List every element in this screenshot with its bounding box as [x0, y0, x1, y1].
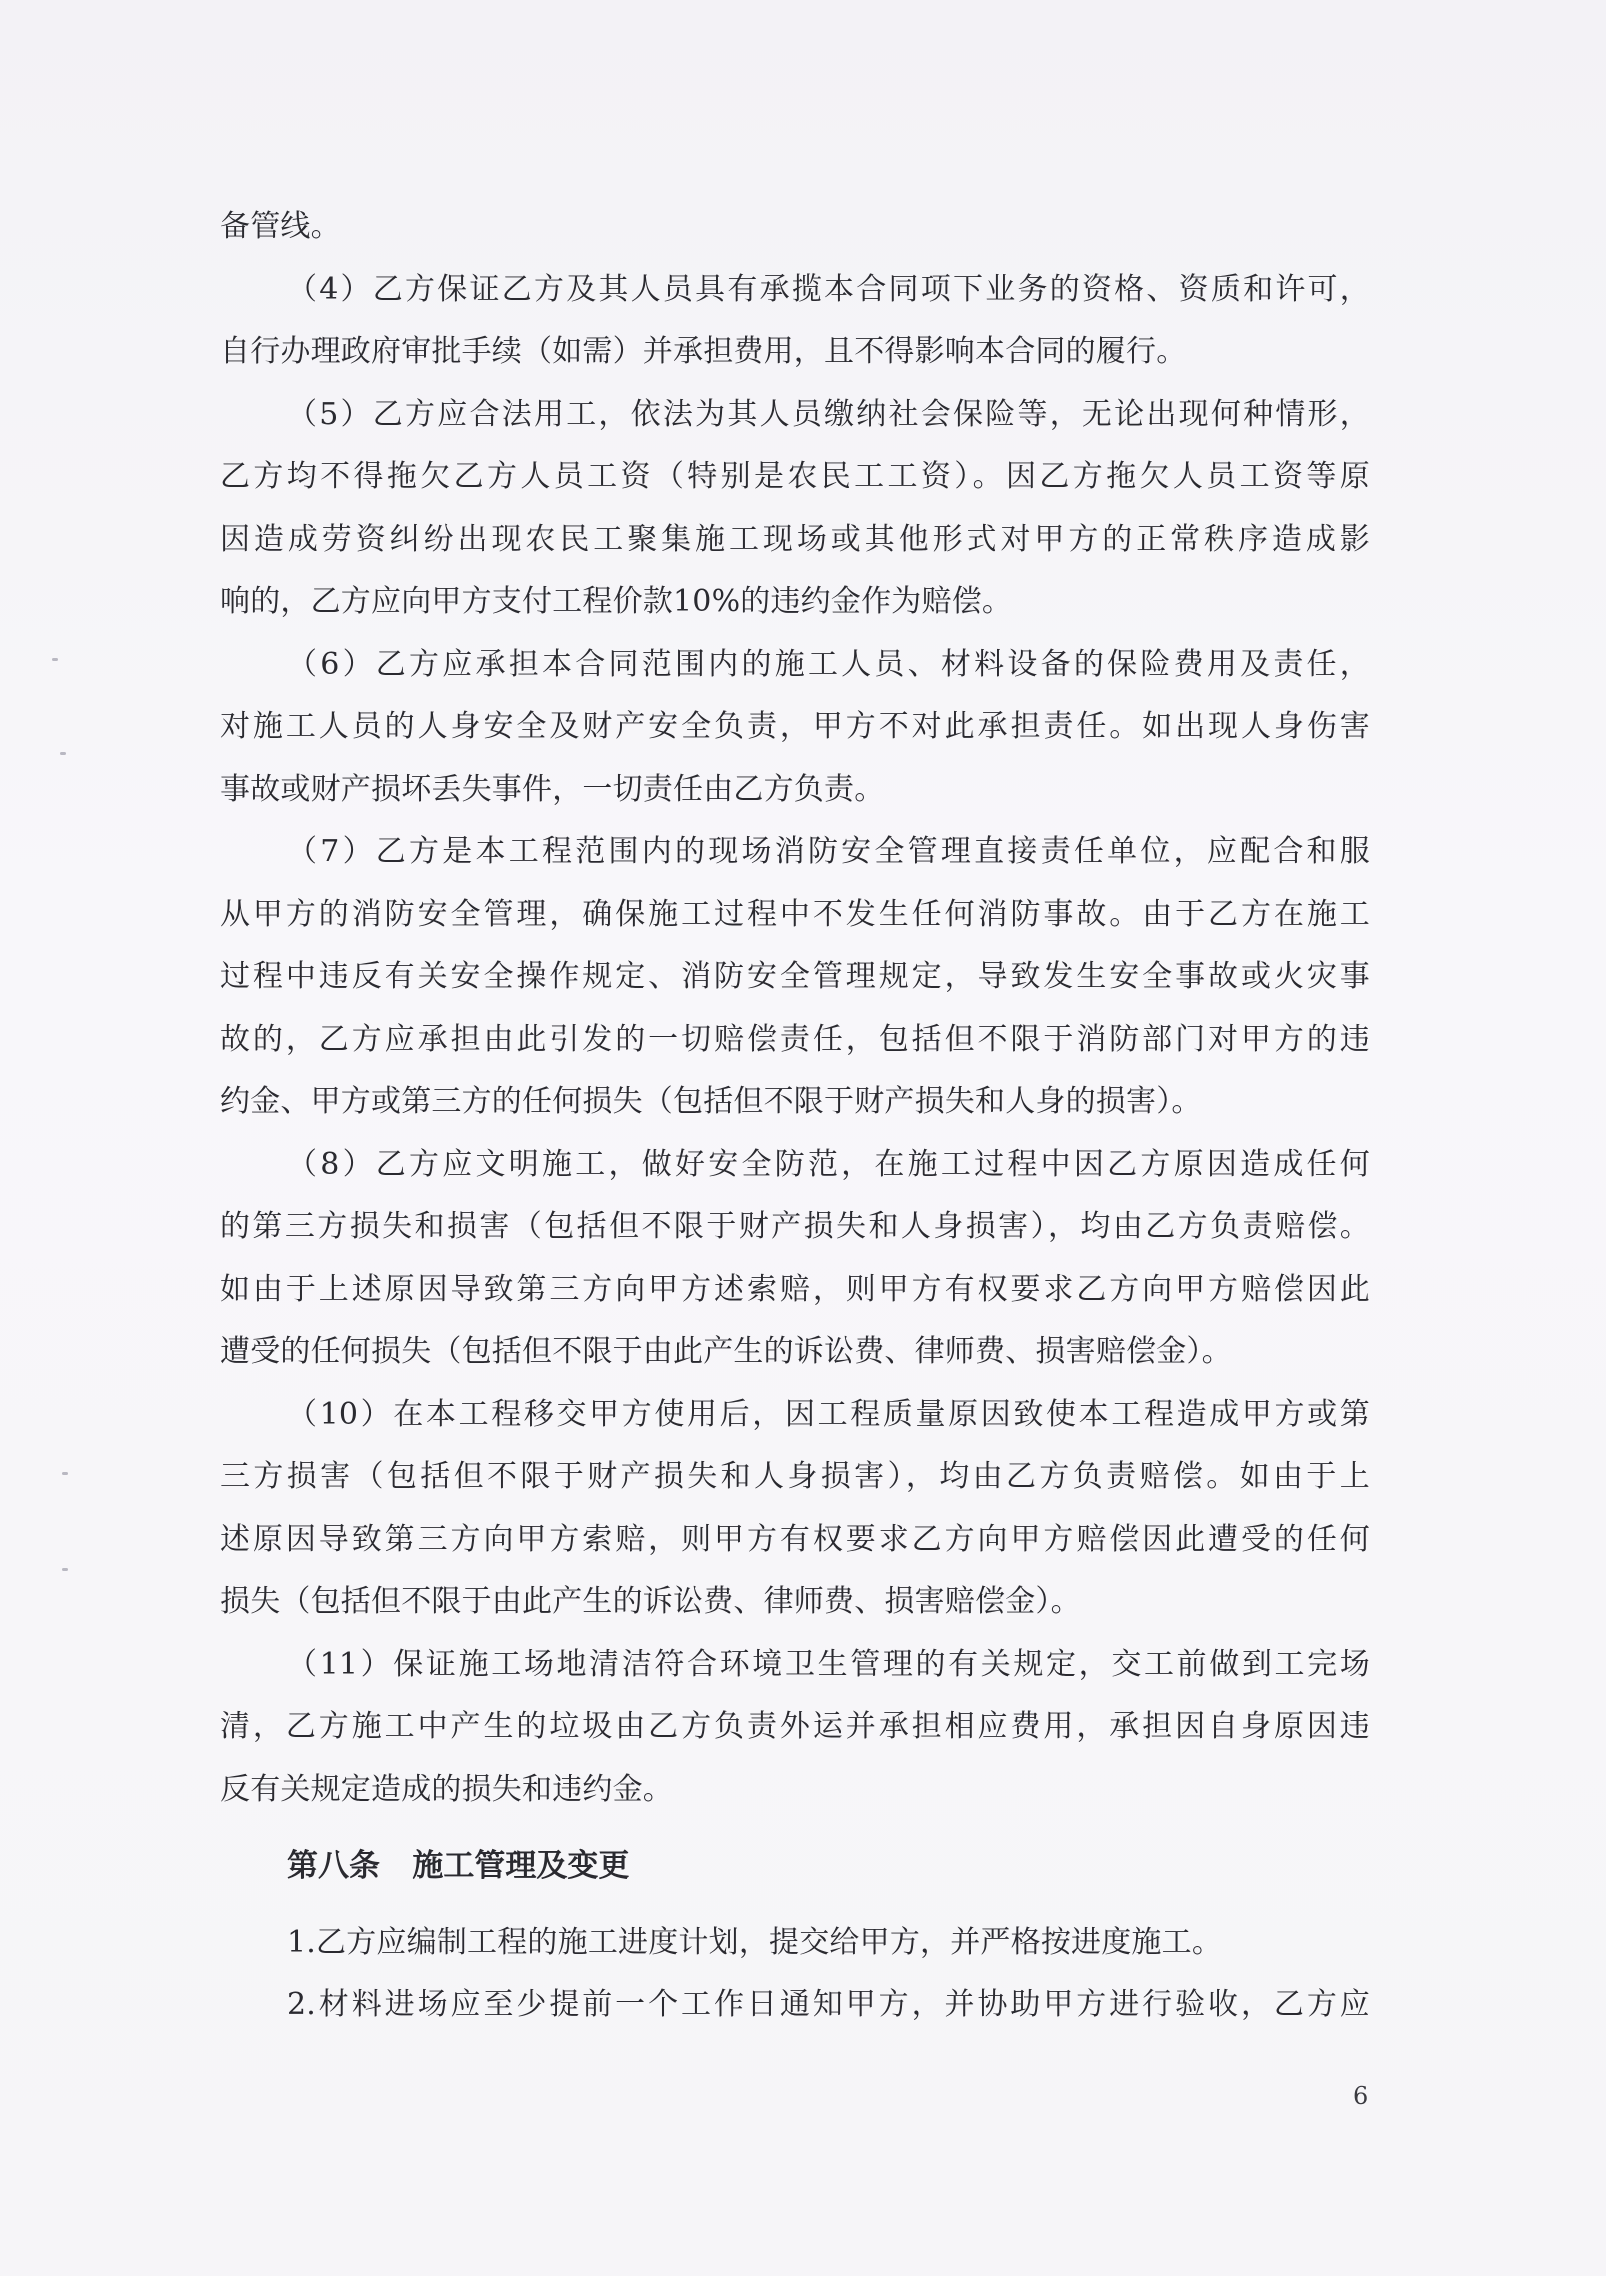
section-items: [220, 1912, 1370, 2037]
text-line: （10）在本工程移交甲方使用后，因工程质量原因致使本工程造成甲方或第: [287, 1396, 1370, 1432]
text-line: 清，乙方施工中产生的垃圾由乙方负责外运并承担相应费用，承担因自身原因违: [220, 1709, 1370, 1744]
text-line: （4）乙方保证乙方及其人员具有承揽本合同项下业务的资格、资质和许可，: [287, 271, 1370, 307]
text-line: 故的，乙方应承担由此引发的一切赔偿责任，包括但不限于消防部门对甲方的违: [220, 1021, 1370, 1057]
text-line: 2.材料进场应至少提前一个工作日通知甲方，并协助甲方进行验收，乙方应: [287, 1987, 1370, 2022]
scan-speck: [52, 658, 58, 661]
text-line: 的第三方损失和损害（包括但不限于财产损失和人身损害），均由乙方负责赔偿。: [220, 1209, 1370, 1244]
text-line: 述原因导致第三方向甲方索赔，则甲方有权要求乙方向甲方赔偿因此遭受的任何: [220, 1521, 1370, 1557]
page-number: 6: [1353, 2082, 1369, 2110]
text-line: （6）乙方应承担本合同范围内的施工人员、材料设备的保险费用及责任，: [287, 646, 1370, 682]
text-line: （5）乙方应合法用工，依法为其人员缴纳社会保险等，无论出现何种情形，: [287, 396, 1370, 432]
text-line: 约金、甲方或第三方的任何损失（包括但不限于财产损失和人身的损害）。: [220, 1084, 1202, 1119]
scan-speck: [60, 752, 66, 755]
text-line: 备管线。: [220, 209, 341, 244]
scan-speck: [62, 1472, 68, 1475]
text-line: 响的，乙方应向甲方支付工程价款10%的违约金作为赔偿。: [220, 584, 1013, 619]
text-line: 过程中违反有关安全操作规定、消防安全管理规定，导致发生安全事故或火灾事: [220, 959, 1370, 994]
text-line: 对施工人员的人身安全及财产安全负责，甲方不对此承担责任。如出现人身伤害: [220, 709, 1370, 744]
text-line: 乙方均不得拖欠乙方人员工资（特别是农民工工资）。因乙方拖欠人员工资等原: [220, 459, 1370, 494]
text-line: 损失（包括但不限于由此产生的诉讼费、律师费、损害赔偿金）。: [220, 1584, 1081, 1619]
text-line: （11）保证施工场地清洁符合环境卫生管理的有关规定，交工前做到工完场: [287, 1646, 1370, 1682]
text-line: 1.乙方应编制工程的施工进度计划，提交给甲方，并严格按进度施工。: [287, 1924, 1223, 1960]
text-line: 反有关规定造成的损失和违约金。: [220, 1771, 673, 1807]
text-line: 事故或财产损坏丢失事件，一切责任由乙方负责。: [220, 771, 885, 807]
document-body: [220, 196, 1370, 2037]
text-line: 三方损害（包括但不限于财产损失和人身损害），均由乙方负责赔偿。如由于上: [220, 1459, 1370, 1494]
section-heading: 第八条 施工管理及变更: [287, 1848, 630, 1884]
text-line: 如由于上述原因导致第三方向甲方述索赔，则甲方有权要求乙方向甲方赔偿因此: [220, 1271, 1370, 1307]
body-paragraphs: [220, 196, 1370, 1821]
text-line: 自行办理政府审批手续（如需）并承担费用，且不得影响本合同的履行。: [220, 334, 1187, 369]
text-line: （7）乙方是本工程范围内的现场消防安全管理直接责任单位，应配合和服: [287, 834, 1370, 869]
text-line: 因造成劳资纠纷出现农民工聚集施工现场或其他形式对甲方的正常秩序造成影: [220, 521, 1370, 557]
text-line: 从甲方的消防安全管理，确保施工过程中不发生任何消防事故。由于乙方在施工: [220, 896, 1370, 932]
scan-speck: [62, 1568, 68, 1571]
text-line: 遭受的任何损失（包括但不限于由此产生的诉讼费、律师费、损害赔偿金）。: [220, 1334, 1232, 1369]
text-line: （8）乙方应文明施工，做好安全防范，在施工过程中因乙方原因造成任何: [287, 1146, 1370, 1182]
